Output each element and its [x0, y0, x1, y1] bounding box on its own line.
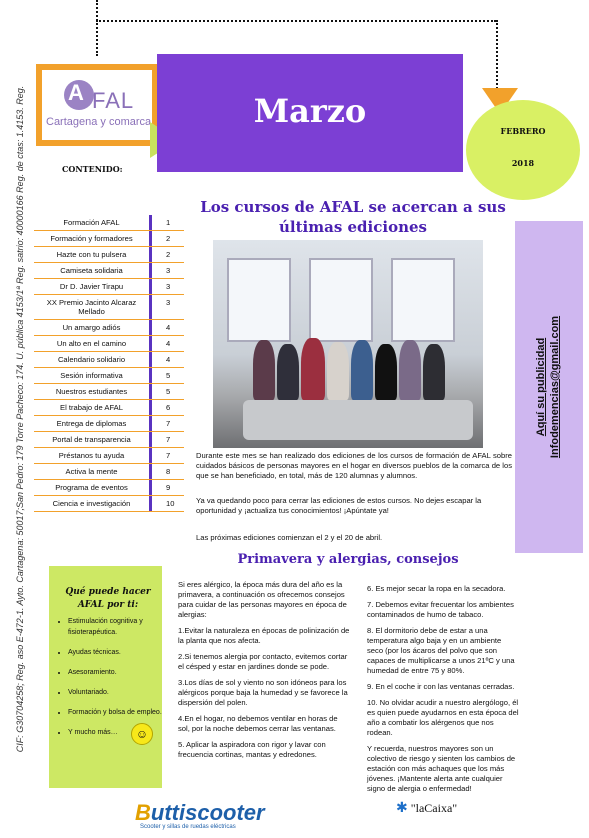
toc-page: 3 — [166, 266, 171, 275]
article2-paragraph: 6. Es mejor secar la ropa en la secadora. — [367, 584, 506, 593]
article-paragraph: Durante este mes se han realizado dos ediciones de los cursos de formación de AFAL sobre cuidados básicos de personas mayores en el hogar en diversos pueblos de la comarca de los que se han beneficiado, en total, más de 120 alumnas y alumnos. — [196, 451, 512, 480]
toc-row[interactable] — [34, 336, 184, 352]
toc-label: Formación y formadores — [34, 231, 152, 246]
date-year: 2018 — [511, 158, 535, 168]
ad-text — [534, 222, 562, 552]
toc-row[interactable] — [34, 263, 184, 279]
article2-paragraph: 5. Aplicar la aspiradora con rigor y lavar con frecuencia cortinas, mantas y edredones. — [178, 740, 326, 759]
toc-page: 2 — [166, 250, 171, 259]
toc-page: 3 — [166, 282, 171, 291]
sponsor-name: "laCaixa" — [410, 801, 458, 815]
toc-row[interactable] — [34, 480, 184, 496]
group-photo — [213, 240, 483, 448]
toc-page: 9 — [166, 483, 171, 492]
toc-row[interactable] — [34, 320, 184, 336]
toc-row[interactable] — [34, 496, 184, 512]
table-of-contents — [34, 215, 184, 512]
toc-label: Nuestros estudiantes — [34, 384, 152, 399]
toc-label: XX Premio Jacinto Alcaraz Mellado — [34, 295, 152, 319]
decor-dotted-line — [496, 20, 498, 92]
toc-label: Entrega de diplomas — [34, 416, 152, 431]
toc-label: Portal de transparencia — [34, 432, 152, 447]
toc-page: 10 — [166, 499, 175, 508]
toc-label: Hazte con tu pulsera — [34, 247, 152, 262]
ad-line: Aquí su publicidad — [535, 337, 547, 437]
date-badge — [466, 100, 580, 200]
toc-row[interactable] — [34, 215, 184, 231]
toc-row[interactable] — [34, 432, 184, 448]
toc-row[interactable] — [34, 295, 184, 320]
toc-label: Dr D. Javier Tirapu — [34, 279, 152, 294]
star-icon: ✱ — [396, 801, 408, 816]
help-item: • Y mucho más… — [68, 727, 176, 738]
article2-headline: Primavera y alergias, consejos — [237, 552, 459, 567]
sponsor-logo-prefix: B — [135, 800, 151, 825]
toc-row[interactable] — [34, 416, 184, 432]
article2-column-2 — [367, 584, 519, 800]
help-item: • Asesoramiento. — [68, 667, 176, 678]
article2-paragraph: 9. En el coche ir con las ventanas cerradas. — [367, 682, 515, 691]
toc-label: Camiseta solidaria — [34, 263, 152, 278]
sponsor-logo-lacaixa — [396, 800, 457, 817]
toc-page: 4 — [166, 339, 171, 348]
toc-page: 3 — [166, 298, 171, 307]
logo-subtitle: Cartagena y comarca — [46, 116, 152, 128]
help-list — [52, 616, 176, 747]
logo-letter: A — [68, 80, 84, 105]
article-paragraph: Ya va quedando poco para cerrar las ediciones de estos cursos. No dejes escapar la oportunidad y ¡actualiza tus conocimientos! ¡Apúntate ya! — [196, 496, 482, 515]
toc-label: Sesión informativa — [34, 368, 152, 383]
help-title: Qué puede hacer AFAL por ti: — [65, 587, 151, 610]
toc-page: 7 — [166, 435, 171, 444]
toc-label: Programa de eventos — [34, 480, 152, 495]
toc-row[interactable] — [34, 400, 184, 416]
toc-row[interactable] — [34, 384, 184, 400]
article2-paragraph: 8. El dormitorio debe de estar a una temperatura algo baja y en un ambiente seco (por los ácaros del polvo que son capaces de multiplicarse a unos 21ºC y una humedad de entre 75 y 80%. — [367, 626, 515, 675]
toc-page: 4 — [166, 323, 171, 332]
toc-row[interactable] — [34, 247, 184, 263]
contents-heading: CONTENIDO: — [62, 164, 123, 174]
toc-page: 5 — [166, 371, 171, 380]
article2-paragraph: 2.Si tenemos alergia por contacto, evitemos cortar el césped y estar en jardines donde se pode. — [178, 652, 348, 671]
toc-page: 7 — [166, 419, 171, 428]
sponsor-logo-buttiscooter — [135, 800, 265, 826]
article2-paragraph: 1.Evitar la naturaleza en épocas de polinización de la planta que nos afecta. — [178, 626, 350, 645]
article2-paragraph: 7. Debemos evitar frecuentar los ambientes contaminados de humo de tabaco. — [367, 600, 514, 619]
article2-paragraph: 4.En el hogar, no debemos ventilar en horas de sol, por la noche debemos cerrar las ventanas. — [178, 714, 338, 733]
toc-page: 4 — [166, 355, 171, 364]
help-item: • Ayudas técnicas. — [68, 647, 176, 658]
sponsor-logo-name: uttiscooter — [150, 800, 265, 825]
toc-row[interactable] — [34, 231, 184, 247]
article2-paragraph: Y recuerda, nuestros mayores son un colectivo de riesgo y sienten los cambios de estación con más achaques que los más jóvenes. ¡Mantente alerta ante cualquier signo de alergia o enfermedad! — [367, 744, 516, 793]
logo-name: FAL — [92, 88, 135, 113]
article-paragraph: Las próximas ediciones comienzan el 2 y el 20 de abril. — [196, 533, 383, 542]
toc-label: Ciencia e investigación — [34, 496, 152, 511]
toc-row[interactable] — [34, 368, 184, 384]
toc-row[interactable] — [34, 352, 184, 368]
toc-page: 2 — [166, 234, 171, 243]
article-headline: Los cursos de AFAL se acercan a sus últimas ediciones — [200, 198, 506, 236]
article2-paragraph: 10. No olvidar acudir a nuestro alergólogo, él es quien puede ayudarnos en esta época del año a combatir los alérgenos que nos rodean. — [367, 698, 519, 737]
toc-page: 8 — [166, 467, 171, 476]
sponsor-tagline: Scooter y sillas de ruedas eléctricas — [140, 824, 236, 830]
toc-label: Activa la mente — [34, 464, 152, 479]
toc-page: 1 — [166, 218, 171, 227]
article2-paragraph: 3.Los días de sol y viento no son idóneos para los alérgicos porque baja la humedad y se favorece la dispersión del polen. — [178, 678, 348, 707]
article2-column-1 — [178, 580, 350, 766]
article2-paragraph: Si eres alérgico, la época más dura del año es la primavera, a continuación os ofrecemos consejos para cuidar de las personas mayores en época de alergias: — [178, 580, 347, 619]
legal-info: CIF: G30704258; Reg. aso E-472-1. Ayto. Cartagena: 50017;San Pedro: 179 Torre Pacheco: 174. U. pública 4153/1ª Reg. satrio: 40000166 Reg. de ctas: 1.4153. Reg. — [15, 85, 25, 753]
toc-label: Calendario solidario — [34, 352, 152, 367]
help-item: • Formación y bolsa de empleo. — [68, 707, 176, 718]
toc-label: El trabajo de AFAL — [34, 400, 152, 415]
toc-row[interactable] — [34, 464, 184, 480]
toc-label: Un amargo adiós — [34, 320, 152, 335]
toc-page: 5 — [166, 387, 171, 396]
toc-label: Préstanos tu ayuda — [34, 448, 152, 463]
ad-email-link[interactable]: Infodemencias@gmail.com — [549, 315, 561, 459]
toc-page: 7 — [166, 451, 171, 460]
toc-label: Formación AFAL — [34, 215, 152, 230]
toc-row[interactable] — [34, 448, 184, 464]
decor-dotted-line — [96, 0, 98, 56]
toc-row[interactable] — [34, 279, 184, 295]
toc-page: 6 — [166, 403, 171, 412]
toc-label: Un alto en el camino — [34, 336, 152, 351]
decor-dotted-line — [96, 20, 496, 22]
help-item: • Voluntariado. — [68, 687, 176, 698]
smiley-icon: ☺ — [131, 723, 153, 745]
page-title: Marzo — [253, 92, 367, 130]
date-month: FEBRERO — [500, 126, 546, 136]
help-item: • Estimulación cognitiva y fisioterapéutica. — [68, 616, 176, 638]
